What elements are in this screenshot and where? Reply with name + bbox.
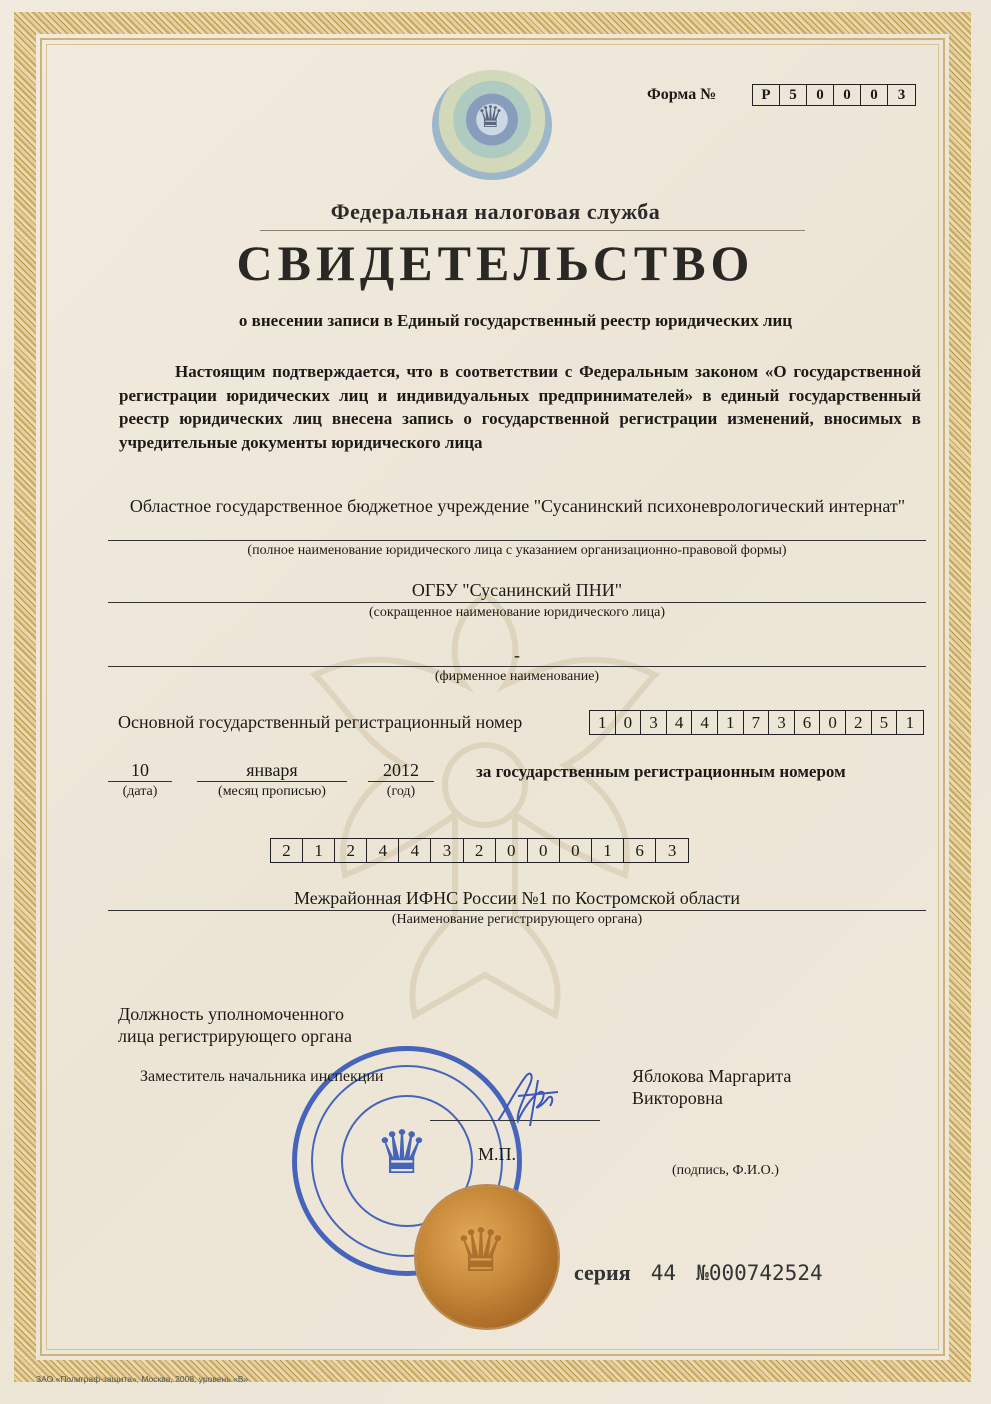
- ogrn-digit: 1: [718, 711, 744, 734]
- ogrn-digit: 5: [872, 711, 898, 734]
- grn-digit: 0: [528, 839, 560, 862]
- grn-digit: 1: [303, 839, 335, 862]
- position-heading-line2: лица регистрирующего органа: [118, 1026, 352, 1046]
- ogrn-boxes: [589, 710, 924, 735]
- form-code-boxes: [752, 84, 916, 106]
- grn-digit: 4: [367, 839, 399, 862]
- grn-digit: 1: [592, 839, 624, 862]
- handwritten-signature: [488, 1066, 568, 1136]
- form-code-cell: 3: [897, 86, 906, 103]
- form-code-cell: 0: [861, 85, 888, 105]
- agency-underline: [260, 230, 805, 231]
- grn-digit: 3: [667, 840, 677, 860]
- month-underline: [197, 781, 347, 782]
- ogrn-digit: 4: [692, 711, 718, 734]
- grn-digit: 0: [560, 839, 592, 862]
- document-subtitle: о внесении записи в Единый государственный реестр юридических лиц: [238, 311, 793, 330]
- eagle-icon: ♛: [477, 101, 504, 134]
- date-day: 10: [131, 760, 149, 780]
- body-paragraph: [119, 360, 921, 454]
- eagle-icon: ♛: [454, 1218, 508, 1284]
- form-label: Форма №: [647, 86, 717, 103]
- eagle-icon: ♛: [375, 1120, 429, 1186]
- authority-caption: (Наименование регистрирующего органа): [391, 912, 643, 927]
- serial-label: серия: [574, 1260, 631, 1285]
- short-name-caption: (сокращенное наименование юридического лица): [368, 605, 666, 620]
- grn-digit: 4: [399, 839, 431, 862]
- entity-full-name: Областное государственное бюджетное учреждение "Сусанинский психоневрологический интернат": [129, 496, 906, 516]
- ogrn-digit: 1: [590, 711, 616, 734]
- agency-name: Федеральная налоговая служба: [330, 199, 661, 224]
- date-month: января: [246, 760, 298, 780]
- grn-boxes: [270, 838, 689, 863]
- date-year: 2012: [383, 760, 419, 780]
- full-name-caption: (полное наименование юридического лица с указанием организационно-правовой формы): [247, 543, 787, 558]
- ogrn-digit: 6: [795, 711, 821, 734]
- ogrn-digit: 0: [616, 711, 642, 734]
- grn-digit: 6: [624, 839, 656, 862]
- authority-name: Межрайонная ИФНС России №1 по Костромской области: [294, 888, 740, 908]
- short-name-underline: [108, 602, 926, 603]
- serial-series: 44: [650, 1261, 677, 1285]
- seal-place-mark: М.П.: [478, 1144, 517, 1164]
- brand-name-caption: (фирменное наименование): [434, 669, 600, 684]
- ogrn-label: Основной государственный регистрационный номер: [118, 712, 523, 732]
- full-name-underline: [108, 540, 926, 541]
- authority-underline: [108, 910, 926, 911]
- grn-digit: 0: [496, 839, 528, 862]
- form-code-cell: Р: [753, 85, 780, 105]
- ogrn-digit: 3: [641, 711, 667, 734]
- day-caption: (дата): [122, 784, 158, 799]
- serial-num: №000742524: [696, 1261, 823, 1285]
- position-heading-line1: Должность уполномоченного: [118, 1004, 344, 1024]
- ogrn-digit: 7: [744, 711, 770, 734]
- grn-digit: 2: [464, 839, 496, 862]
- form-code-cell: 0: [807, 85, 834, 105]
- form-code-cell: 5: [780, 85, 807, 105]
- signatory-name-line2: Викторовна: [632, 1088, 723, 1108]
- signatory-position: Заместитель начальника инспекции: [140, 1068, 384, 1085]
- body-text: Настоящим подтверждается, что в соответствии с Федеральным законом «О государственной регистрации юридических лиц и индивидуальных предпринимателей» в единый государственный реестр юридических лиц внесена запись о государственной регистрации изменений, вносимых в учредительные документы юридического лица: [119, 362, 921, 452]
- entity-brand-name: -: [514, 645, 520, 665]
- month-caption: (месяц прописью): [218, 784, 326, 799]
- year-underline: [368, 781, 434, 782]
- grn-digit: 3: [431, 839, 463, 862]
- year-caption: (год): [386, 784, 416, 799]
- day-underline: [108, 781, 172, 782]
- form-code-cell: 0: [834, 85, 861, 105]
- grn-label: за государственным регистрационным номером: [476, 762, 846, 781]
- signatory-name-line1: Яблокова Маргарита: [632, 1066, 792, 1086]
- hologram-emblem: [432, 70, 552, 180]
- ogrn-digit: 4: [667, 711, 693, 734]
- printer-imprint: ЗАО «Полиграф-защита», Москва, 2008, уровень «В»: [36, 1374, 249, 1384]
- embossed-gold-seal: [416, 1186, 558, 1328]
- entity-short-name: ОГБУ "Сусанинский ПНИ": [411, 580, 623, 600]
- sign-caption: (подпись, Ф.И.О.): [672, 1163, 779, 1178]
- document-title: СВИДЕТЕЛЬСТВО: [236, 235, 755, 291]
- ogrn-digit: 0: [820, 711, 846, 734]
- ogrn-digit: 3: [769, 711, 795, 734]
- serial-number: [574, 1260, 823, 1286]
- grn-digit: 2: [271, 839, 303, 862]
- ogrn-digit: 2: [846, 711, 872, 734]
- ogrn-digit: 1: [905, 712, 915, 732]
- brand-name-underline: [108, 666, 926, 667]
- grn-digit: 2: [335, 839, 367, 862]
